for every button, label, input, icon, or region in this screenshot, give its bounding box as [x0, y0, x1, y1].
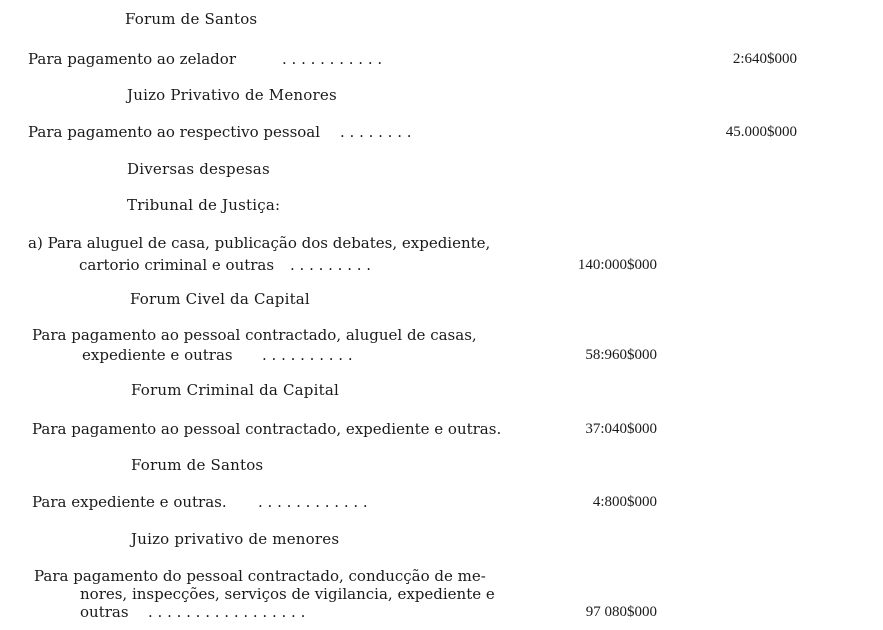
section-heading: Forum Civel da Capital — [130, 290, 310, 308]
section-heading: Juizo Privativo de Menores — [127, 86, 337, 104]
entry-amount: 2:640$000 — [732, 51, 797, 67]
section-heading: Diversas despesas — [127, 160, 270, 178]
entry-text-continued: cartorio criminal e outras — [79, 256, 275, 274]
leader-dots: . . . . . . . . . . . — [282, 50, 383, 68]
entry-text-continued: nores, inspecções, serviços de vigilancia, expediente e — [80, 585, 495, 603]
entry-amount: 4:800$000 — [592, 494, 657, 510]
leader-dots: . . . . . . . . . . — [262, 346, 353, 364]
entry-text: a) Para aluguel de casa, publicação dos debates, expediente, — [28, 234, 491, 252]
entry-text: Para expediente e outras. — [32, 493, 227, 511]
entry-text: Para pagamento ao respectivo pessoal — [28, 123, 321, 141]
entry-text-continued: outras — [80, 603, 129, 621]
leader-dots: . . . . . . . . . . . . — [258, 493, 368, 511]
entry-text: Para pagamento do pessoal contractado, conducção de me- — [34, 567, 486, 585]
entry-text: Para pagamento ao pessoal contractado, aluguel de casas, — [32, 326, 477, 344]
section-heading: Juizo privativo de menores — [131, 530, 340, 548]
entry-amount: 140:000$000 — [577, 257, 657, 273]
leader-dots: . . . . . . . . . — [290, 256, 372, 274]
entry-text: Para pagamento ao pessoal contractado, expediente e outras. — [32, 420, 502, 438]
section-heading: Forum Criminal da Capital — [131, 381, 339, 399]
entry-amount: 58:960$000 — [585, 347, 657, 363]
entry-amount: 45.000$000 — [725, 124, 797, 140]
leader-dots: . . . . . . . . — [340, 123, 412, 141]
entry-text: Para pagamento ao zelador — [28, 50, 236, 68]
section-heading: Forum de Santos — [131, 456, 264, 474]
leader-dots: . . . . . . . . . . . . . . . . . — [148, 603, 306, 621]
entry-amount: 97 080$000 — [585, 604, 657, 620]
entry-text-continued: expediente e outras — [82, 346, 233, 364]
section-heading: Tribunal de Justiça: — [127, 196, 281, 214]
section-heading: Forum de Santos — [125, 10, 258, 28]
entry-amount: 37:040$000 — [585, 421, 657, 437]
